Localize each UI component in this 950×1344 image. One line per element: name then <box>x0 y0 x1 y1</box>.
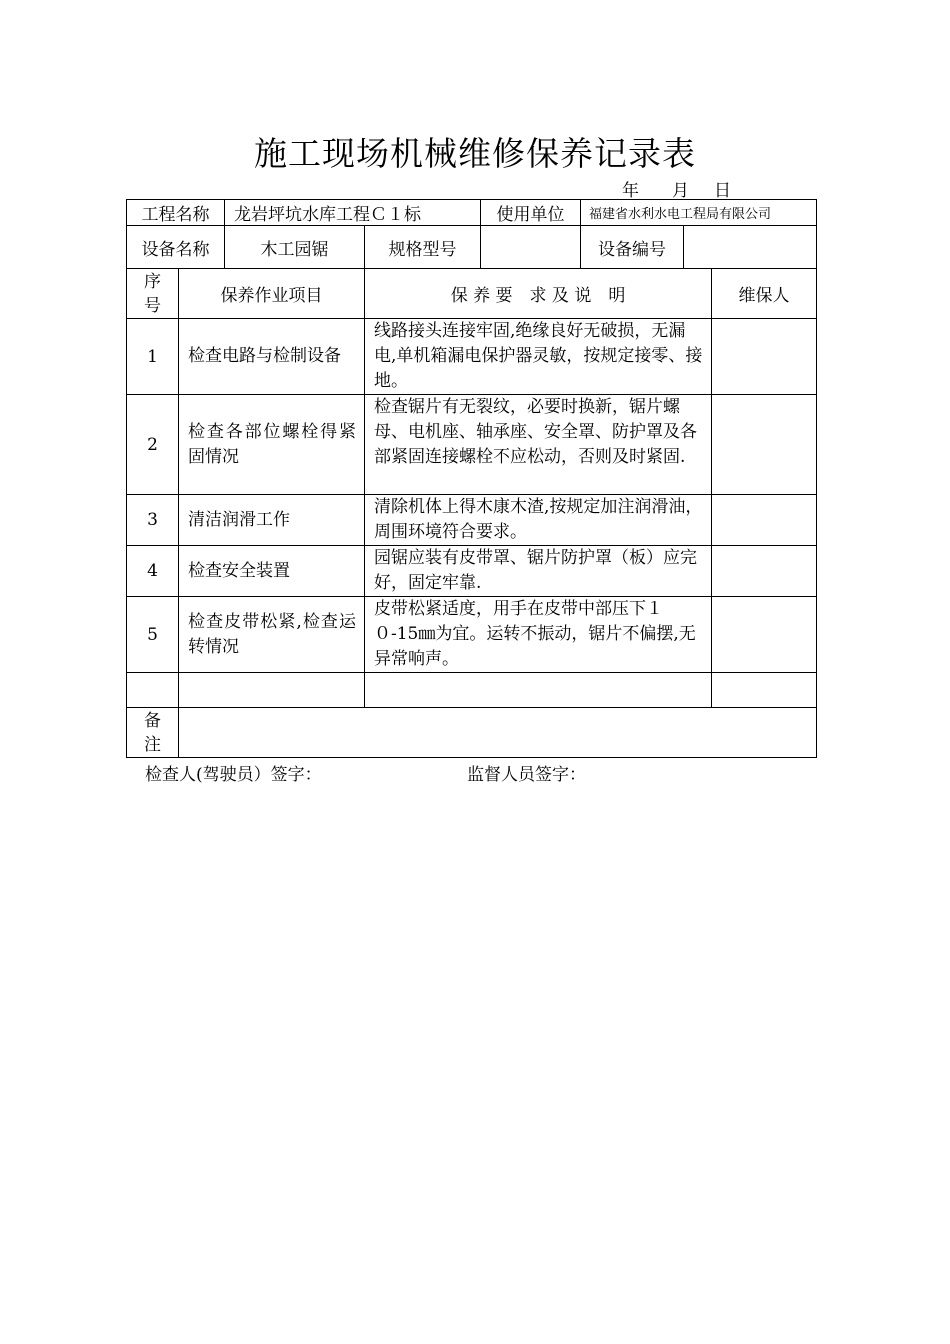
inspector-signature-label: 检查人(驾驶员）签字： <box>145 765 322 785</box>
table-row <box>127 546 817 597</box>
row-requirement: 园锯应装有皮带罩、锯片防护罩（板）应完好，固定牢靠. <box>365 546 712 597</box>
model-label: 规格型号 <box>365 226 481 269</box>
table-row <box>127 395 817 495</box>
row-number: 3 <box>127 495 179 546</box>
remarks-value[interactable] <box>179 708 817 758</box>
column-header-seq-b: 号 <box>144 295 161 316</box>
row-number: 2 <box>127 395 179 495</box>
remarks-label-a: 备 <box>144 710 161 731</box>
page-title: 施工现场机械维修保养记录表 <box>254 134 696 173</box>
row-number: 5 <box>127 597 179 673</box>
project-name-label: 工程名称 <box>127 200 225 226</box>
column-header-item: 保养作业项目 <box>179 269 365 319</box>
unit-label: 使用单位 <box>481 200 581 226</box>
row-number: 4 <box>127 546 179 597</box>
remarks-row <box>127 708 817 758</box>
row-maintainer[interactable] <box>712 546 817 597</box>
row-maintainer[interactable] <box>712 495 817 546</box>
empty-cell[interactable] <box>712 673 817 708</box>
unit-value[interactable]: 福建省水利水电工程局有限公司 <box>581 200 817 226</box>
row-item: 检查各部位螺栓得紧固情况 <box>179 395 365 495</box>
project-name-value[interactable]: 龙岩坪坑水库工程Ｃ１标 <box>225 200 481 226</box>
remarks-label <box>127 708 179 758</box>
date-day-label: 日 <box>714 181 731 201</box>
supervisor-signature-label: 监督人员签字： <box>467 765 586 785</box>
table-row <box>127 495 817 546</box>
equipment-name-value[interactable]: 木工园锯 <box>225 226 365 269</box>
row-requirement: 清除机体上得木康木渣,按规定加注润滑油，周围环境符合要求。 <box>365 495 712 546</box>
signature-line <box>145 760 586 785</box>
remarks-label-b: 注 <box>144 734 161 755</box>
equipment-name-label: 设备名称 <box>127 226 225 269</box>
table-row <box>127 319 817 395</box>
date-line <box>622 176 731 201</box>
empty-cell[interactable] <box>365 673 712 708</box>
maintenance-record-table <box>126 199 817 758</box>
table-row-empty <box>127 673 817 708</box>
row-requirement: 检查锯片有无裂纹，必要时换新，锯片螺母、电机座、轴承座、安全罩、防护罩及各部紧固连接螺栓不应松动，否则及时紧固. <box>365 395 712 495</box>
row-item: 检查电路与检制设备 <box>179 319 365 395</box>
model-value[interactable] <box>481 226 581 269</box>
row-item: 清洁润滑工作 <box>179 495 365 546</box>
equipment-number-value[interactable] <box>684 226 817 269</box>
row-maintainer[interactable] <box>712 319 817 395</box>
empty-cell[interactable] <box>127 673 179 708</box>
row-requirement: 线路接头连接牢固,绝缘良好无破损，无漏电,单机箱漏电保护器灵敏，按规定接零、接地。 <box>365 319 712 395</box>
date-year-label: 年 <box>622 181 639 201</box>
table-row <box>127 597 817 673</box>
row-number: 1 <box>127 319 179 395</box>
column-header-maintainer: 维保人 <box>712 269 817 319</box>
column-header-seq-a: 序 <box>144 271 161 292</box>
row-maintainer[interactable] <box>712 395 817 495</box>
date-month-label: 月 <box>672 181 689 201</box>
row-item: 检查安全装置 <box>179 546 365 597</box>
column-header-requirement: 保 养 要 求 及 说 明 <box>365 269 712 319</box>
column-header-seq <box>127 269 179 319</box>
row-maintainer[interactable] <box>712 597 817 673</box>
row-item: 检查皮带松紧,检查运转情况 <box>179 597 365 673</box>
row-requirement: 皮带松紧适度，用手在皮带中部压下１０-15㎜为宜。运转不振动，锯片不偏摆,无异常响声。 <box>365 597 712 673</box>
empty-cell[interactable] <box>179 673 365 708</box>
equipment-number-label: 设备编号 <box>581 226 684 269</box>
